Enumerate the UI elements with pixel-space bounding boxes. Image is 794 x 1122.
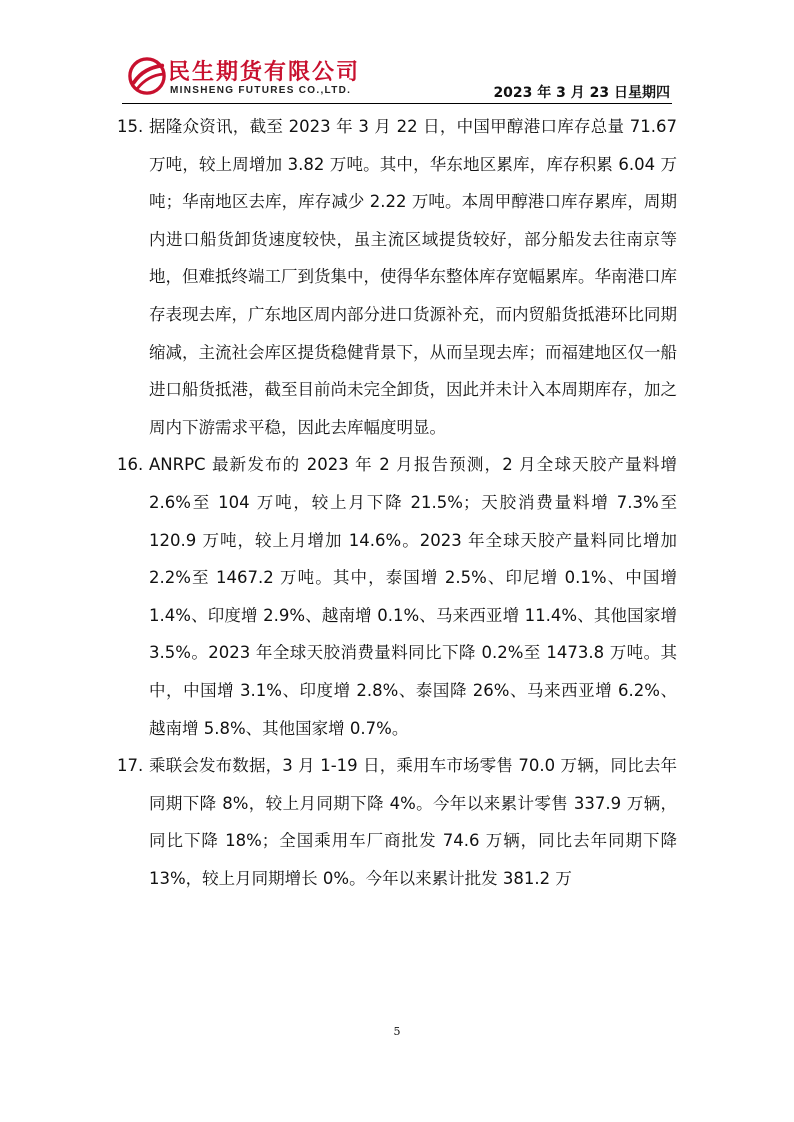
item-text: 乘联会发布数据，3 月 1-19 日，乘用车市场零售 70.0 万辆，同比去年同期下降 8%，较上月同期下降 4%。今年以来累计零售 337.9 万辆，同比下降 18%；全国乘用车厂商批发 74.6 万辆，同比去年同期下降 13%，较上月同期增长 0%。今年以来累计批发 381.2 万 [149,756,677,888]
news-item [117,108,677,446]
item-number: 17. [117,756,144,776]
page-number: 5 [393,1025,401,1038]
company-name-en: MINSHENG FUTURES CO.,LTD. [170,85,352,96]
page-header [122,52,672,104]
report-date: 2023 年 3 月 23 日星期四 [493,85,670,101]
item-text: 据隆众资讯，截至 2023 年 3 月 22 日，中国甲醇港口库存总量 71.67 万吨，较上周增加 3.82 万吨。其中，华东地区累库，库存积累 6.04 万吨；华南地区去库，库存减少 2.22 万吨。本周甲醇港口库存累库，周期内进口船货卸货速度较快，虽主流区域提货较好，部分船发去往南京等地，但难抵终端工厂到货集中，使得华东整体库存宽幅累库。华南港口库存表现去库，广东地区周内部分进口货源补充，而内贸船货抵港环比同期缩减，主流社会库区提货稳健背景下，从而呈现去库；而福建地区仅一船进口船货抵港，截至目前尚未完全卸货，因此并未计入本周期库存，加之周内下游需求平稳，因此去库幅度明显。 [149,117,677,437]
item-text: ANRPC 最新发布的 2023 年 2 月报告预测，2 月全球天胶产量料增 2.6%至 104 万吨，较上月下降 21.5%；天胶消费量料增 7.3%至 120.9 万吨，较上月增加 14.6%。2023 年全球天胶产量料同比增加 2.2%至 1467.2 万吨。其中，泰国增 2.5%、印尼增 0.1%、中国增 1.4%、印度增 2.9%、越南增 0.1%、马来西亚增 11.4%、其他国家增 3.5%。2023 年全球天胶消费量料同比下降 0.2%至 1473.8 万吨。其中，中国增 3.1%、印度增 2.8%、泰国降 26%、马来西亚增 6.2%、越南增 5.8%、其他国家增 0.7%。 [149,455,677,738]
minsheng-logo-icon [128,57,166,95]
news-item [117,446,677,747]
company-name-cn: 民生期货有限公司 [168,60,361,85]
news-list [117,108,677,897]
header-divider [122,103,672,104]
news-item [117,747,677,897]
item-number: 16. [117,455,144,475]
item-number: 15. [117,117,144,136]
